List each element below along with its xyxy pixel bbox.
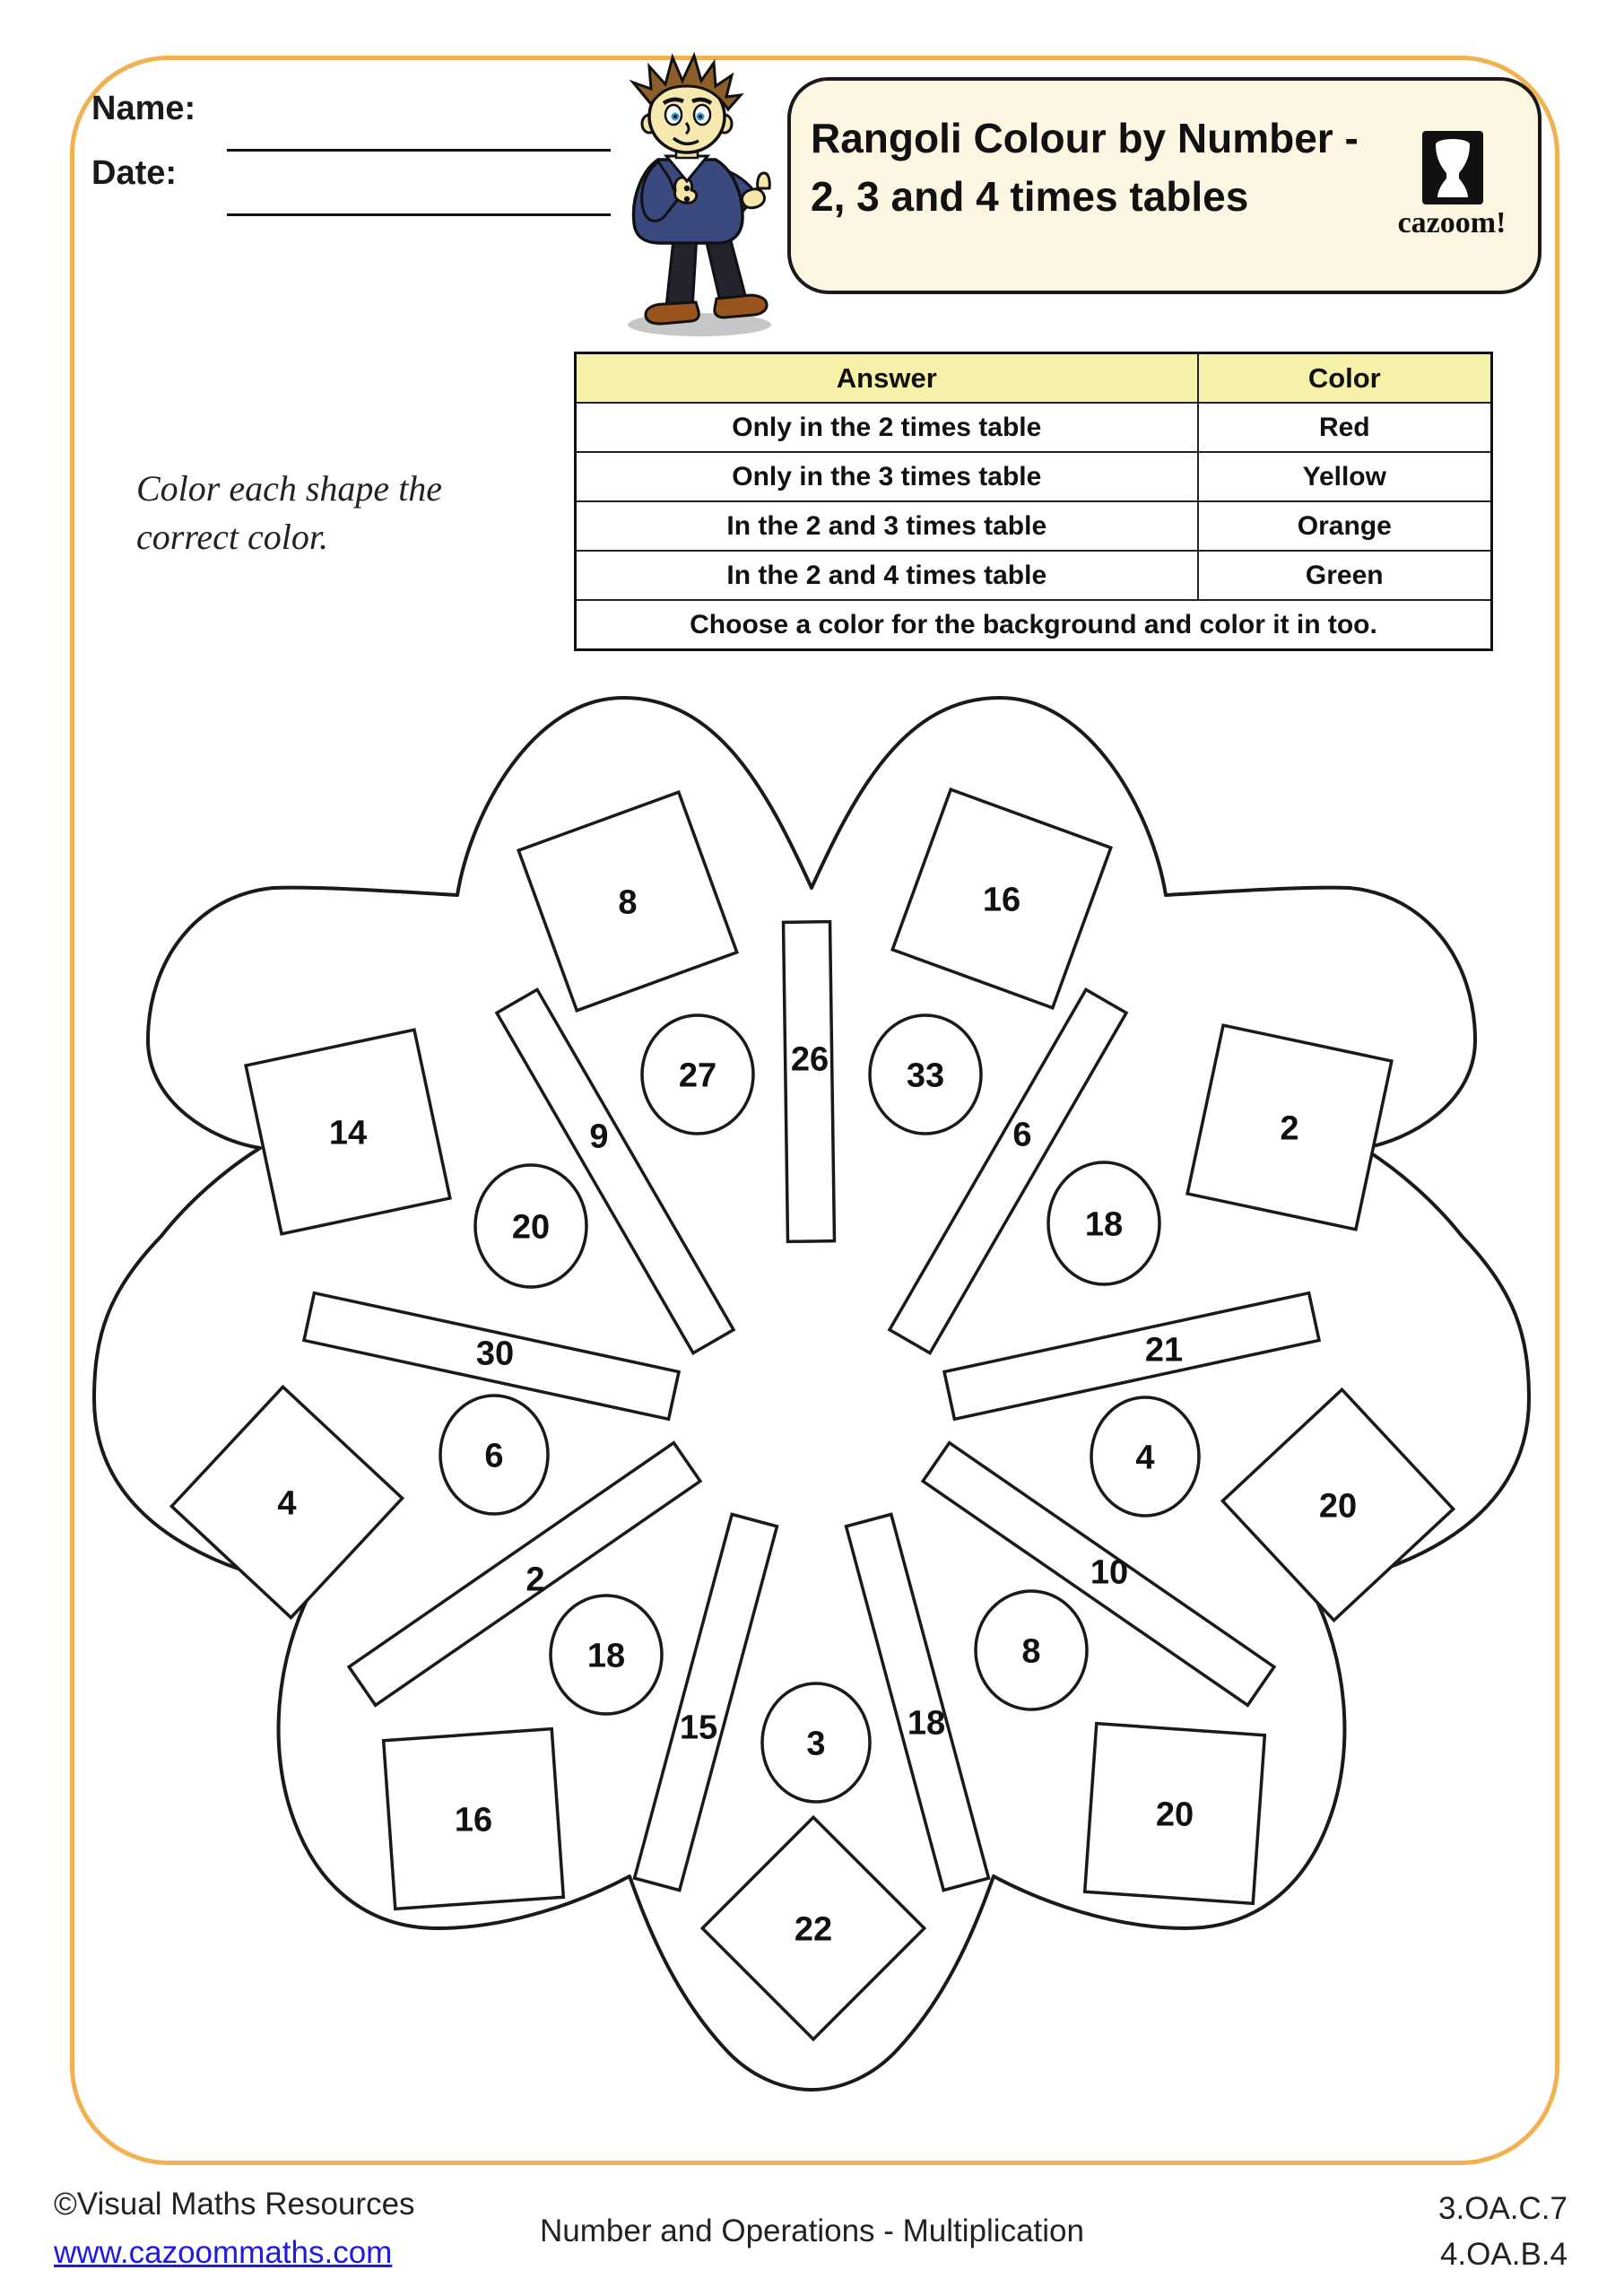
rangoli-shape-circle-27: [642, 1015, 753, 1134]
shape-number-label: 20: [1318, 1487, 1358, 1526]
shape-number-label: 10: [1090, 1553, 1129, 1592]
shape-number-label: 15: [679, 1709, 718, 1747]
shape-number-label: 16: [982, 881, 1021, 919]
shape-number-label: 4: [277, 1484, 297, 1523]
key-answer-cell: In the 2 and 4 times table: [576, 551, 1198, 600]
shape-number-label: 18: [586, 1637, 626, 1675]
key-answer-cell: Only in the 2 times table: [576, 403, 1198, 452]
shape-number-label: 27: [678, 1057, 717, 1095]
background-instruction-cell: Choose a color for the background and color it in too.: [576, 600, 1492, 650]
rangoli-shape-circle-8: [976, 1591, 1087, 1709]
shape-number-label: 21: [1144, 1331, 1184, 1370]
instruction-line-1: Color each shape the: [136, 468, 443, 509]
shape-number-label: 2: [1280, 1109, 1299, 1148]
rangoli-shape-circle-3: [762, 1683, 870, 1802]
key-color-cell: Green: [1198, 551, 1492, 600]
rangoli-shape-circle-20: [475, 1165, 586, 1287]
date-label: Date:: [91, 154, 178, 192]
shape-number-label: 20: [511, 1208, 551, 1247]
shape-number-label: 6: [484, 1437, 504, 1475]
rangoli-shape-square-14: [246, 1030, 450, 1234]
key-color-cell: Yellow: [1198, 452, 1492, 501]
rangoli-shape-circle-6: [440, 1396, 548, 1514]
shape-number-label: 2: [525, 1561, 545, 1599]
rangoli-shape-circle-4: [1091, 1397, 1199, 1516]
shape-number-label: 3: [806, 1725, 826, 1763]
shape-number-label: 9: [589, 1118, 609, 1156]
color-column-header: Color: [1198, 353, 1492, 404]
title-line-2: 2, 3 and 4 times tables: [811, 173, 1249, 221]
shape-number-label: 20: [1155, 1796, 1194, 1834]
standard-code-2: 4.OA.B.4: [1439, 2236, 1568, 2272]
shape-number-label: 6: [1012, 1116, 1032, 1154]
key-color-cell: Red: [1198, 403, 1492, 452]
shape-number-label: 30: [475, 1335, 515, 1373]
key-answer-cell: In the 2 and 3 times table: [576, 501, 1198, 551]
name-label: Name:: [91, 90, 196, 127]
cazoom-logo-text: cazoom!: [1397, 206, 1507, 239]
title-line-1: Rangoli Colour by Number -: [811, 115, 1359, 161]
shape-number-label: 16: [454, 1801, 493, 1839]
rangoli-shape-circle-33: [870, 1015, 981, 1134]
rangoli-shape-square-16: [384, 1729, 564, 1909]
rangoli-shape-circle-18: [551, 1596, 662, 1714]
shape-number-label: 22: [794, 1910, 833, 1949]
copyright-text: ©Visual Maths Resources: [54, 2187, 415, 2222]
rangoli-shape-circle-18: [1048, 1162, 1159, 1284]
shape-number-label: 4: [1135, 1439, 1155, 1477]
shape-number-label: 8: [618, 883, 638, 922]
rangoli-shape-square-2: [1187, 1025, 1392, 1230]
instruction-line-2: correct color.: [136, 517, 329, 557]
footer-category: Number and Operations - Multiplication: [540, 2213, 1084, 2248]
rangoli-shape-square-20: [1085, 1724, 1265, 1904]
shape-number-label: 26: [790, 1040, 829, 1079]
standards-codes: [1076, 2187, 1568, 2278]
shape-number-label: 18: [907, 1704, 946, 1743]
website-link[interactable]: www.cazoommaths.com: [54, 2235, 393, 2270]
shape-number-label: 18: [1084, 1205, 1124, 1244]
key-answer-cell: Only in the 3 times table: [576, 452, 1198, 501]
rangoli-shape-bar-26: [784, 922, 835, 1242]
shape-number-label: 33: [906, 1057, 945, 1095]
shape-number-label: 14: [328, 1114, 368, 1152]
key-color-cell: Orange: [1198, 501, 1492, 551]
answer-column-header: Answer: [576, 353, 1198, 404]
shape-number-label: 8: [1021, 1632, 1041, 1671]
standard-code-1: 3.OA.C.7: [1438, 2191, 1568, 2226]
